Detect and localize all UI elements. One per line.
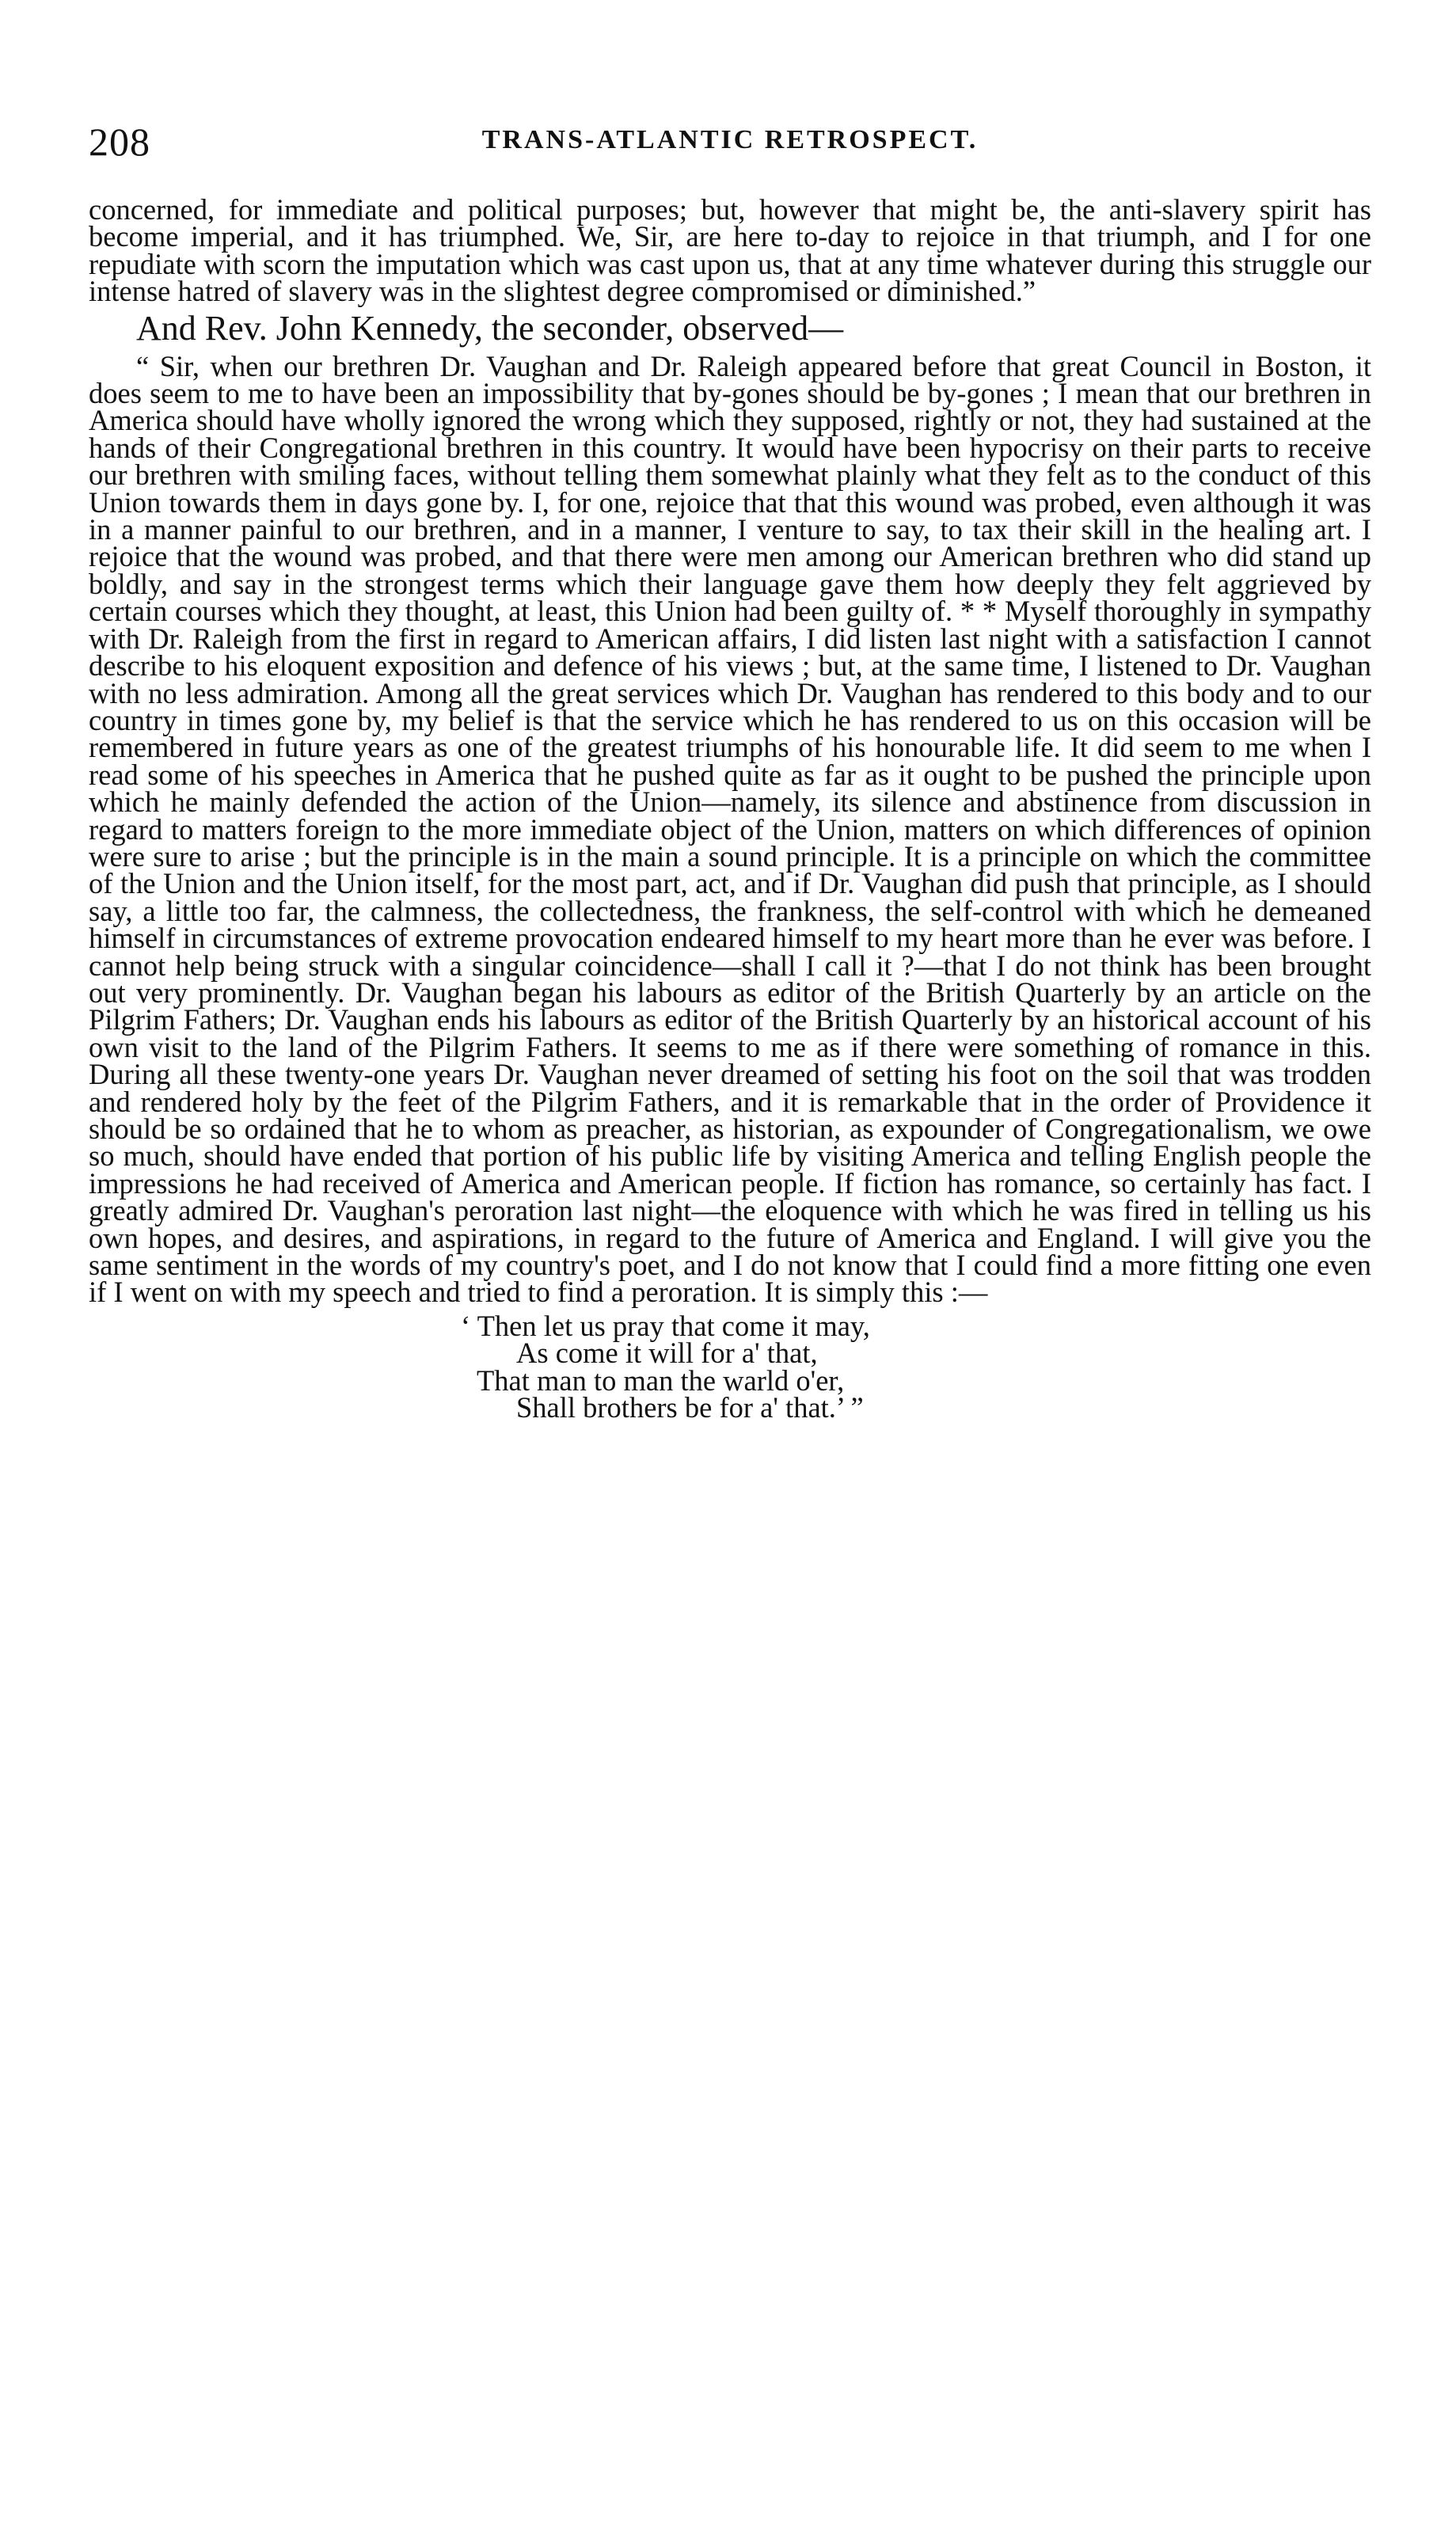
verse-line: As come it will for a' that, bbox=[516, 1337, 818, 1370]
paragraph-intro: And Rev. John Kennedy, the seconder, observed— bbox=[136, 308, 844, 348]
verse-quote bbox=[89, 1309, 1371, 1424]
running-title: TRANS-ATLANTIC RETROSPECT. bbox=[481, 125, 979, 154]
verse-line: ‘ Then let us pray that come it may, bbox=[461, 1309, 870, 1342]
verse-line: That man to man the warld o'er, bbox=[477, 1363, 845, 1397]
verse-line: Shall brothers be for a' that.’ ” bbox=[516, 1391, 864, 1424]
paragraph-quote-end: concerned, for immediate and political purposes; but, however that might be, the anti-slavery spirit has become imperial, and it has triumphed. We, Sir, are here to-day to rejoice in that triumph, and I for one repudiate with scorn the imputation which was cast upon us, that at any time whatever during this struggle our intense hatred of slavery was in the slightest degree compromised or diminished.” bbox=[89, 193, 1371, 308]
page-number: 208 bbox=[89, 120, 150, 164]
body-text bbox=[89, 193, 1371, 1424]
paragraph-speech: “ Sir, when our brethren Dr. Vaughan and Dr. Raleigh appeared before that great Council in Boston, it does seem to me to have been an impossibility that by-gones should be by-gones ; I mean that our brethren in America should have wholly ignored the wrong which they supposed, rightly or not, they had sustained at the hands of their Congregational brethren in this country. It would have been hypocrisy on their parts to receive our brethren with smiling faces, without telling them somewhat plainly what they felt as to the conduct of this Union towards them in days gone by. I, for one, rejoice that that this wound was probed, even although it was in a manner painful to our brethren, and in a manner, I venture to say, to tax their skill in the healing art. I rejoice that the wound was probed, and that there were men among our American brethren who did stand up boldly, and say in the strongest terms which their language gave them how deeply they felt aggrieved by certain courses which they thought, at least, this Union had been guilty of. * * Myself thoroughly in sympathy with Dr. Raleigh from the first in regard to American affairs, I did listen last night with a satisfaction I cannot describe to his eloquent exposition and defence of his views ; but, at the same time, I listened to Dr. Vaughan with no less admiration. Among all the great services which Dr. Vaughan has rendered to this body and to our country in times gone by, my belief is that the service which he has rendered to us on this occasion will be remembered in future years as one of the greatest triumphs of his honourable life. It did seem to me when I read some of his speeches in America that he pushed quite as far as it ought to be pushed the principle upon which he mainly defended the action of the Union—namely, its silence and abstinence from discussion in regard to matters foreign to the more immediate object of the Union, matters on which differences of opinion were sure to arise ; but the principle is in the main a sound principle. It is a principle on which the committee of the Union and the Union itself, for the most part, act, and if Dr. Vaughan did push that principle, as I should say, a little too far, the calmness, the collectedness, the frankness, the self-control with which he demeaned himself in circumstances of extreme provocation endeared himself to my heart more than he ever was before. I cannot help being struck with a singular coincidence—shall I call it ?—that I do not think has been brought out very prominently. Dr. Vaughan began his labours as editor of the British Quarterly by an article on the Pilgrim Fathers; Dr. Vaughan ends his labours as editor of the British Quarterly by an historical account of his own visit to the land of the Pilgrim Fathers. It seems to me as if there were something of romance in this. During all these twenty-one years Dr. Vaughan never dreamed of setting his foot on the soil that was trodden and rendered holy by the feet of the Pilgrim Fathers, and it is remarkable that in the order of Providence it should be so ordained that he to whom as preacher, as historian, as expounder of Congregationalism, we owe so much, should have ended that portion of his public life by visiting America and telling English people the impressions he had received of America and American people. If fiction has romance, so certainly has fact. I greatly admired Dr. Vaughan's peroration last night—the eloquence with which he was fired in telling us his own hopes, and desires, and aspirations, in regard to the future of America and England. I will give you the same sentiment in the words of my country's poet, and I do not know that I could find a more fitting one even if I went on with my speech and tried to find a peroration. It is simply this :— bbox=[89, 349, 1371, 1309]
page-header bbox=[89, 119, 1371, 166]
